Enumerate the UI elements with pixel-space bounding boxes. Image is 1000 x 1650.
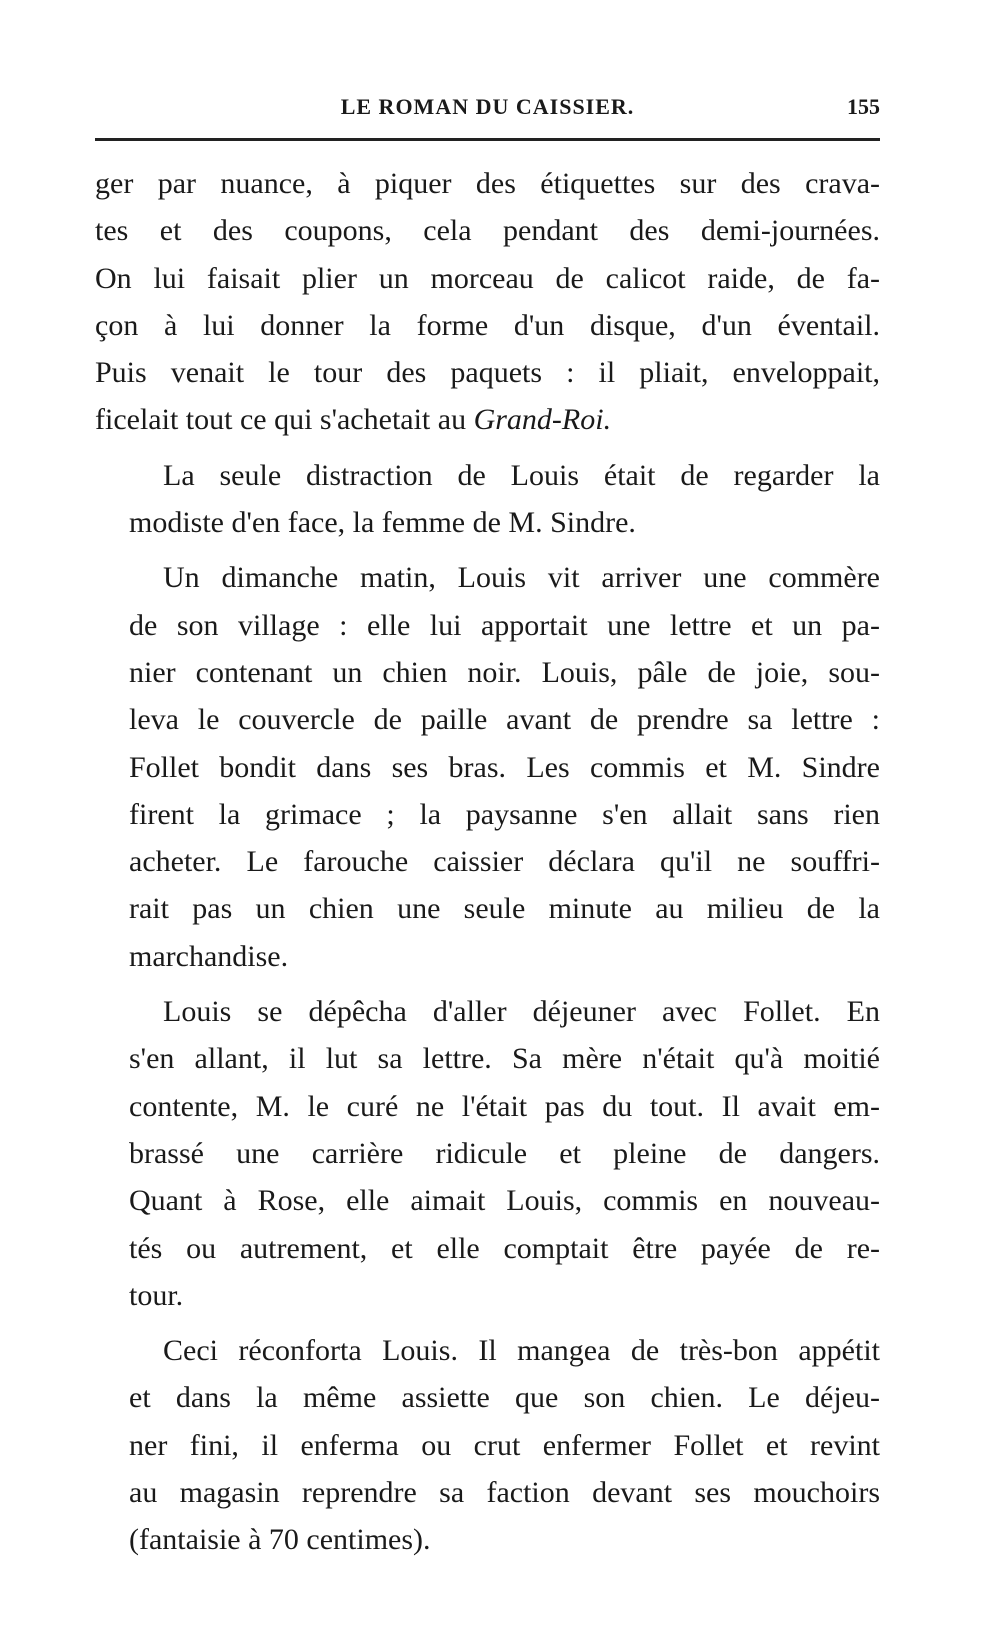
text-line: contente, M. le curé ne l'était pas du tout. Il avait em- xyxy=(129,1089,880,1123)
text-line: Un dimanche matin, Louis vit arriver une commère xyxy=(163,561,880,595)
italic-store-name: Grand-Roi. xyxy=(473,403,612,437)
text-line: (fantaisie à 70 centimes). xyxy=(129,1523,431,1557)
running-title: LE ROMAN DU CAISSIER. xyxy=(340,94,635,119)
text-line: et dans la même assiette que son chien. Le déjeu- xyxy=(129,1381,880,1415)
text-line: leva le couvercle de paille avant de prendre sa lettre : xyxy=(129,703,880,737)
text-line: ger par nuance, à piquer des étiquettes sur des crava- xyxy=(95,167,880,200)
paragraph-1 xyxy=(95,160,880,444)
text-line: de son village : elle lui apportait une lettre et un pa- xyxy=(129,608,880,642)
header-rule xyxy=(95,138,880,141)
body-text xyxy=(95,160,880,1572)
paragraph-5 xyxy=(95,1327,880,1563)
text-line: Ceci réconforta Louis. Il mangea de très-bon appétit xyxy=(163,1334,880,1368)
paragraph-3 xyxy=(95,554,880,980)
text-line: ner fini, il enferma ou crut enfermer Follet et revint xyxy=(129,1428,880,1462)
text-line: modiste d'en face, la femme de M. Sindre. xyxy=(129,506,636,540)
text-line: Puis venait le tour des paquets : il pliait, enveloppait, xyxy=(95,356,880,390)
text-line: Quant à Rose, elle aimait Louis, commis en nouveau- xyxy=(129,1184,880,1218)
text-line: au magasin reprendre sa faction devant ses mouchoirs xyxy=(129,1476,880,1510)
text-line: firent la grimace ; la paysanne s'en allait sans rien xyxy=(129,797,880,831)
text-fragment: ficelait tout ce qui s'achetait au xyxy=(95,403,467,437)
text-line: tour. xyxy=(129,1278,184,1312)
text-line: brassé une carrière ridicule et pleine de dangers. xyxy=(129,1136,880,1170)
text-line: rait pas un chien une seule minute au milieu de la xyxy=(129,892,880,926)
text-line: Louis se dépêcha d'aller déjeuner avec Follet. En xyxy=(163,995,880,1029)
page-header xyxy=(95,88,880,128)
text-line: La seule distraction de Louis était de regarder la xyxy=(163,458,880,492)
text-line: tes et des coupons, cela pendant des demi-journées. xyxy=(95,214,880,248)
page-number: 155 xyxy=(847,94,880,119)
paragraph-4 xyxy=(95,988,880,1319)
text-line: nier contenant un chien noir. Louis, pâle de joie, sou- xyxy=(129,655,880,689)
text-line: marchandise. xyxy=(129,939,289,973)
text-line: s'en allant, il lut sa lettre. Sa mère n'était qu'à moitié xyxy=(129,1042,880,1076)
text-line xyxy=(95,396,880,443)
text-line: çon à lui donner la forme d'un disque, d'un éventail. xyxy=(95,308,880,342)
text-line: Follet bondit dans ses bras. Les commis et M. Sindre xyxy=(129,750,880,784)
text-line: tés ou autrement, et elle comptait être payée de re- xyxy=(129,1231,880,1265)
paragraph-2 xyxy=(95,452,880,547)
text-line: On lui faisait plier un morceau de calicot raide, de fa- xyxy=(95,261,880,295)
text-line: acheter. Le farouche caissier déclara qu'il ne souffri- xyxy=(129,845,880,879)
